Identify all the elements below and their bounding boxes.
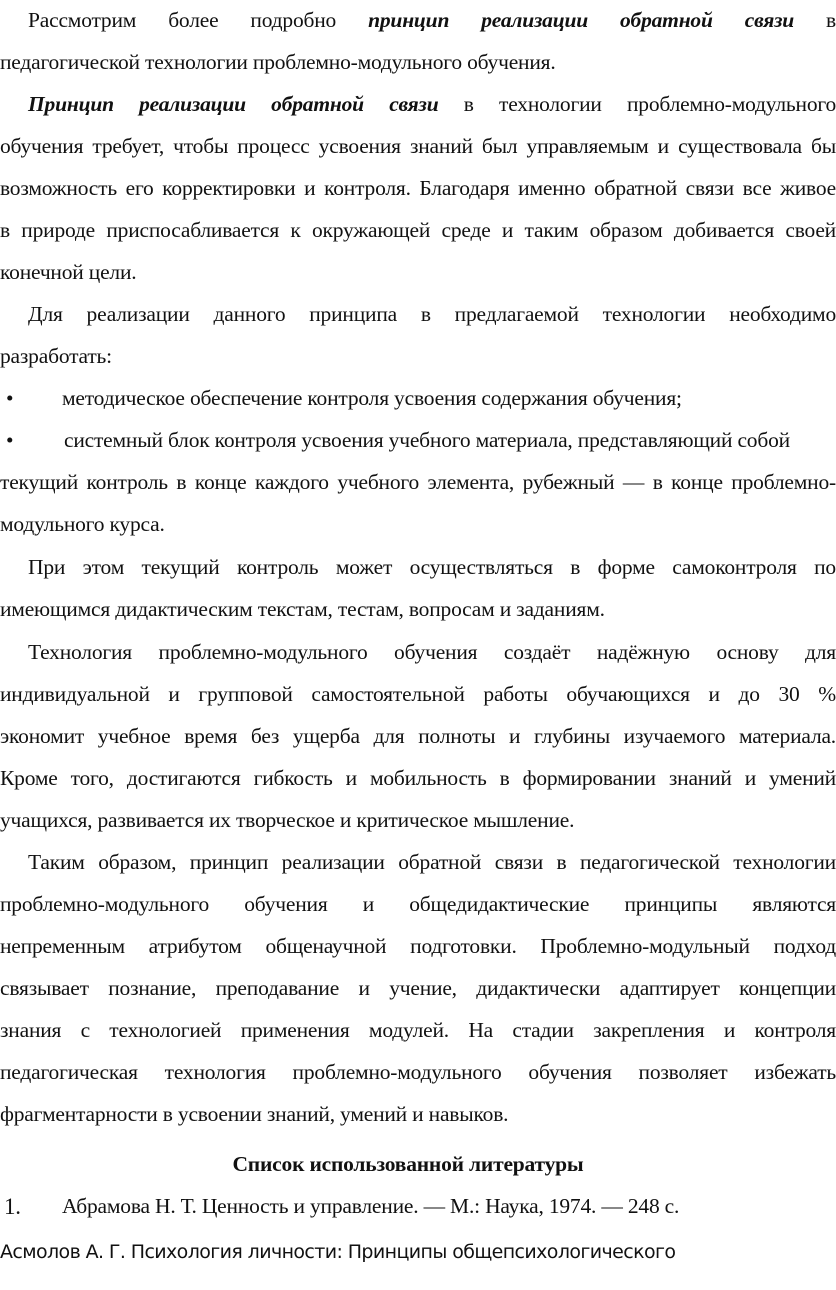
p6-line-4: связывает познание, преподавание и учение, дидактически адаптирует концепции [0, 976, 836, 1000]
p5-line-4: Кроме того, достигаются гибкость и мобильность в формировании знаний и умений [0, 766, 836, 790]
p5-line-2: индивидуальной и групповой самостоятельной работы обучающихся и до 30 % [0, 682, 836, 706]
p6-line-3: непременным атрибутом общенаучной подготовки. Проблемно-модульный подход [0, 934, 836, 958]
references-heading: Список использованной литературы [232, 1152, 584, 1176]
p5-line-5: учащихся, развивается их творческое и критическое мышление. [0, 808, 575, 832]
p2-line-1 [0, 84, 836, 126]
bullet-item-1 [0, 378, 836, 420]
reference-item-2: Асмолов А. Г. Психология личности: Принципы общепсихологического [0, 1241, 676, 1263]
p1-line-2: педагогической технологии проблемно-модульного обучения. [0, 50, 556, 74]
p6-line-1: Таким образом, принцип реализации обратной связи в педагогической технологии [28, 850, 836, 874]
reference-item-1 [0, 1186, 836, 1228]
p1-line-1 [0, 0, 836, 42]
p4-line-2: имеющимся дидактическим текстам, тестам, вопросам и заданиям. [0, 597, 605, 621]
bullet-2-line-2: текущий контроль в конце каждого учебного элемента, рубежный — в конце проблемно- [0, 470, 836, 494]
p3-line-2: разработать: [0, 344, 112, 368]
p3-line-1: Для реализации данного принципа в предлагаемой технологии необходимо [28, 302, 836, 326]
reference-number: 1. [4, 1194, 21, 1219]
bullet-2-line-3: модульного курса. [0, 512, 165, 536]
p6-line-6: педагогическая технология проблемно-модульного обучения позволяет избежать [0, 1060, 836, 1084]
p6-line-7: фрагментарности в усвоении знаний, умений и навыков. [0, 1102, 509, 1126]
p5-line-1: Технология проблемно-модульного обучения создаёт надёжную основу для [28, 640, 836, 664]
p2-line-2: обучения требует, чтобы процесс усвоения знаний был управляемым и существовала бы [0, 134, 836, 158]
p2-text: в технологии проблемно-модульного [438, 92, 836, 116]
p2-line-4: в природе приспосабливается к окружающей среде и таким образом добивается своей [0, 218, 836, 242]
reference-text: Абрамова Н. Т. Ценность и управление. — М.: Наука, 1974. — 248 с. [62, 1194, 680, 1218]
p2-line-3: возможность его корректировки и контроля. Благодаря именно обратной связи все живое [0, 176, 836, 200]
p4-line-1: При этом текущий контроль может осуществляться в форме самоконтроля по [28, 555, 836, 579]
bullet-item-2 [0, 420, 836, 462]
p1-text-end: в [794, 8, 836, 32]
bullet-text: методическое обеспечение контроля усвоения содержания обучения; [62, 386, 682, 410]
p6-line-2: проблемно-модульного обучения и общедидактические принципы являются [0, 892, 836, 916]
bullet-icon: • [6, 386, 14, 410]
bullet-text: системный блок контроля усвоения учебного материала, представляющий собой [64, 428, 790, 452]
p2-emphasis: Принцип реализации обратной связи [28, 92, 439, 116]
bullet-icon: • [6, 428, 14, 452]
p5-line-3: экономит учебное время без ущерба для полноты и глубины изучаемого материала. [0, 724, 836, 748]
p2-line-5: конечной цели. [0, 260, 137, 284]
p1-text: Рассмотрим более подробно [28, 8, 369, 32]
p6-line-5: знания с технологией применения модулей. На стадии закрепления и контроля [0, 1018, 836, 1042]
p1-emphasis: принцип реализации обратной связи [368, 8, 795, 32]
